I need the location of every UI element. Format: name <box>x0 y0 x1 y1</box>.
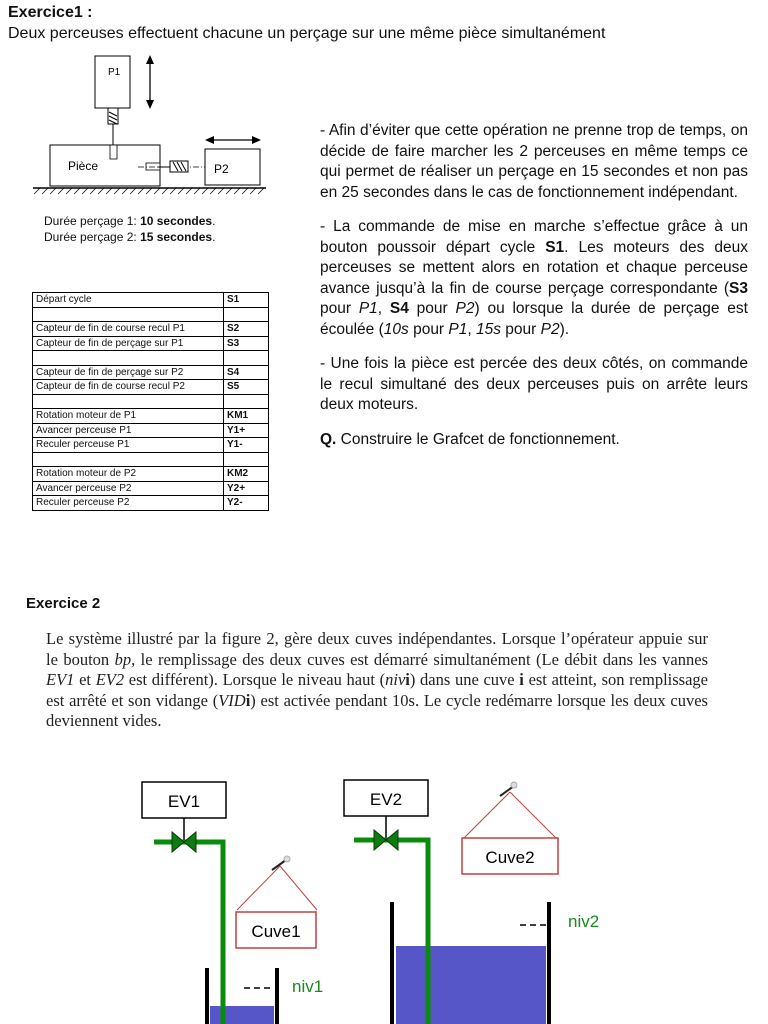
pipe-1 <box>154 842 223 1024</box>
drilling-durations <box>44 213 215 245</box>
niv1-label: niv1 <box>292 977 324 996</box>
table-row <box>33 365 269 380</box>
drill-p1-body <box>95 56 130 108</box>
io-label: Avancer perceuse P1 <box>33 423 224 438</box>
io-symbol <box>224 351 269 366</box>
table-row <box>33 438 269 453</box>
io-symbol: Y1+ <box>224 423 269 438</box>
paragraph-2: - La commande de mise en marche s’effectue grâce à un bouton poussoir départ cycle S1. Les moteurs des deux perceuses se mettent alors en rotation et chaque perceuse avance jusqu’à la fin de course perçage correspondante (S3 pour P1, S4 pour P2) ou lorsque la durée de perçage est écoulée (10s pour P1, 15s pour P2). <box>320 218 748 338</box>
table-row <box>33 322 269 337</box>
io-symbol: Y2+ <box>224 481 269 496</box>
io-label: Capteur de fin de perçage sur P1 <box>33 336 224 351</box>
tank-figure <box>0 770 768 1024</box>
table-row <box>33 394 269 409</box>
io-label: Capteur de fin de perçage sur P2 <box>33 365 224 380</box>
tank1-water <box>210 1006 274 1024</box>
table-row <box>33 481 269 496</box>
io-label: Capteur de fin de course recul P2 <box>33 380 224 395</box>
io-symbol: S2 <box>224 322 269 337</box>
table-row <box>33 351 269 366</box>
io-symbol: S1 <box>224 293 269 308</box>
table-row <box>33 409 269 424</box>
table-row <box>33 496 269 511</box>
io-label: Rotation moteur de P1 <box>33 409 224 424</box>
io-symbol: KM2 <box>224 467 269 482</box>
table-row <box>33 423 269 438</box>
io-label: Rotation moteur de P2 <box>33 467 224 482</box>
exercise2-description: Le système illustré par la figure 2, gère deux cuves indépendantes. Lorsque l’opérateur appuie sur le bouton bp, le remplissage des deux cuves est démarré simultanément (Le débit dans les vannes EV1 et EV2 est différent). Lorsque le niveau haut (nivi) dans une cuve i est atteint, son remplissage est arrêté et son vidange (VIDi) est activée pendant 10s. Le cycle redémarre lorsque les deux cuves deviennent vides. <box>46 629 708 730</box>
drill-p2-label: P2 <box>214 162 229 176</box>
table-row <box>33 293 269 308</box>
duration-1: Durée perçage 1: 10 secondes. <box>44 214 216 228</box>
table-row <box>33 307 269 322</box>
paragraph-3: - Une fois la pièce est percée des deux côtés, on commande le recul simultané des deux perceuses puis on arrête leurs deux moteurs. <box>320 355 748 413</box>
io-label: Reculer perceuse P1 <box>33 438 224 453</box>
cuve2-label: Cuve2 <box>485 848 535 867</box>
io-symbol: S5 <box>224 380 269 395</box>
io-symbol <box>224 452 269 467</box>
io-label: Capteur de fin de course recul P1 <box>33 322 224 337</box>
exercise1-subtitle: Deux perceuses effectuent chacune un perçage sur une même pièce simultanément <box>8 25 606 42</box>
niv2-label: niv2 <box>568 912 600 931</box>
exercise1-title: Exercice1 : <box>8 4 93 21</box>
io-symbol: Y1- <box>224 438 269 453</box>
table-row <box>33 452 269 467</box>
paragraph-1: - Afin d’éviter que cette opération ne prenne trop de temps, on décide de faire marcher les 2 perceuses en même temps ce qui permet de réaliser un perçage en 15 secondes et non pas en 25 secondes dans le cas de fonctionnement indépendant. <box>320 122 748 201</box>
drill-p1-label: P1 <box>108 67 121 78</box>
workpiece-label: Pièce <box>68 159 99 173</box>
io-symbol: Y2- <box>224 496 269 511</box>
io-label: Reculer perceuse P2 <box>33 496 224 511</box>
tank2-water <box>396 946 546 1024</box>
io-symbol: KM1 <box>224 409 269 424</box>
drill-diagram <box>28 52 268 202</box>
cuve1-label: Cuve1 <box>251 922 301 941</box>
io-label <box>33 452 224 467</box>
io-label <box>33 351 224 366</box>
duration-2: Durée perçage 2: 15 secondes. <box>44 230 216 244</box>
io-label: Départ cycle <box>33 293 224 308</box>
workpiece <box>50 145 160 186</box>
io-label <box>33 394 224 409</box>
io-symbol <box>224 307 269 322</box>
io-label: Avancer perceuse P2 <box>33 481 224 496</box>
io-label <box>33 307 224 322</box>
exercise2-title: Exercice 2 <box>26 595 101 612</box>
table-row <box>33 380 269 395</box>
question: Q. Construire le Grafcet de fonctionnement. <box>320 430 620 448</box>
table-row <box>33 336 269 351</box>
exercise1-description <box>320 121 748 464</box>
io-table <box>32 292 269 511</box>
io-symbol: S4 <box>224 365 269 380</box>
io-symbol <box>224 394 269 409</box>
cuve1-sensor-probe <box>272 860 286 870</box>
ev1-label: EV1 <box>167 792 201 811</box>
table-row <box>33 467 269 482</box>
ev2-label: EV2 <box>369 790 403 809</box>
io-symbol: S3 <box>224 336 269 351</box>
